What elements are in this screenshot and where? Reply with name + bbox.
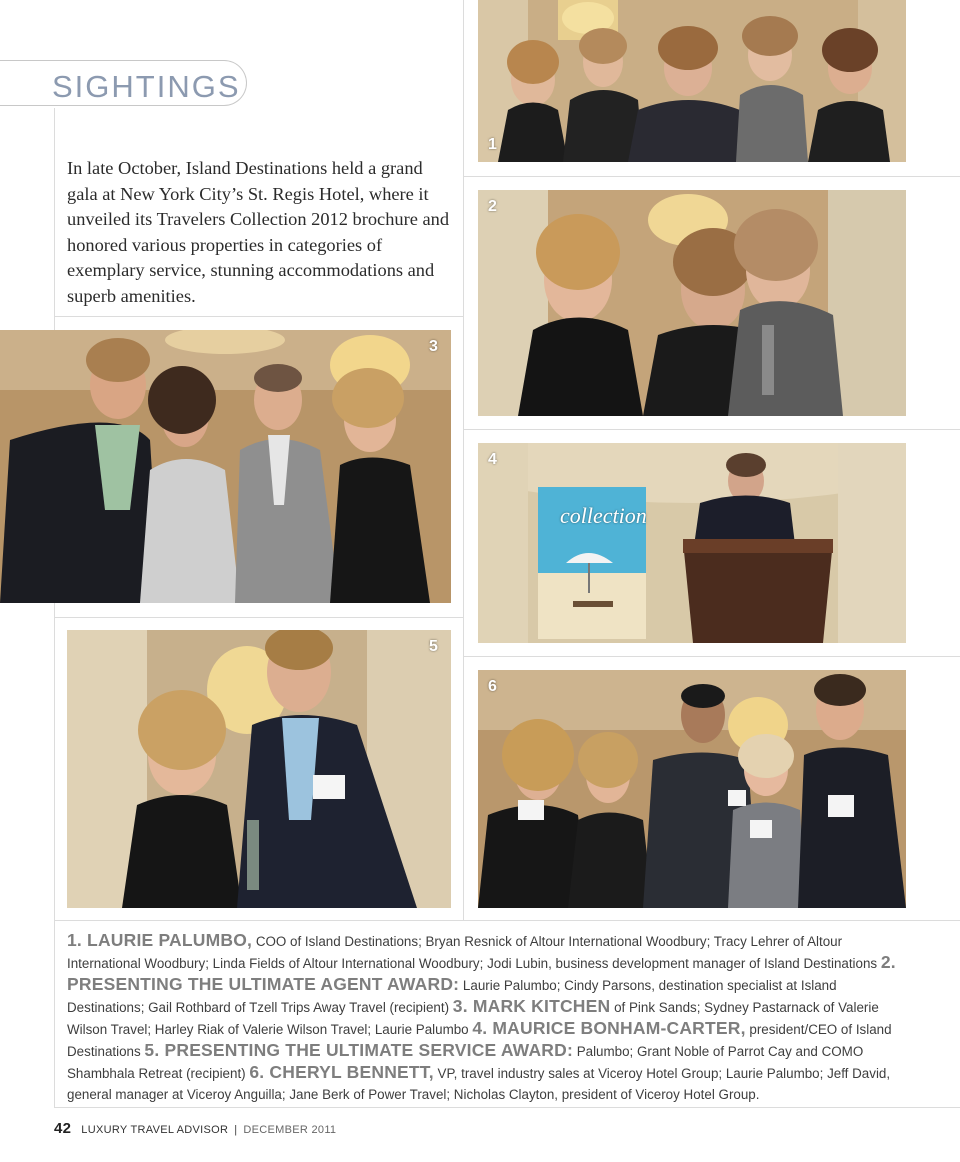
issue-date: DECEMBER 2011: [243, 1124, 337, 1136]
caption-text: COO of Island Destinations; Bryan Resnick of Altour International Woodbury; Tracy Lehrer of Altour International Woodbury; Linda Fields of Altour International Woodbury; Jodi Lubin, business development manager of Island Destinations: [67, 934, 881, 971]
publication-name: LUXURY TRAVEL ADVISOR: [81, 1124, 229, 1136]
grid-line: [463, 656, 960, 657]
photo-number: 4: [488, 451, 497, 468]
caption-text: of Pink Sands; Sydney Pastarnack of Valerie Wilson Travel; Harley Riak of Valerie Wilson Travel; Laurie Palumbo: [67, 1000, 879, 1037]
photo-captions: [67, 930, 909, 1105]
grid-line: [54, 617, 463, 618]
grid-line: [54, 108, 55, 1108]
footer-separator: |: [234, 1124, 238, 1136]
caption-heading: 1. LAURIE PALUMBO,: [67, 930, 253, 950]
caption-text: Laurie Palumbo; Cindy Parsons, destination specialist at Island Destinations; Gail Rothbard of Tzell Trips Away Travel (recipient): [67, 978, 837, 1015]
photo-1: [478, 0, 906, 162]
photo-number: 5: [429, 638, 438, 655]
caption-heading: 4. MAURICE BONHAM-CARTER,: [472, 1018, 746, 1038]
photo-5: [67, 630, 451, 908]
photo-3: [0, 330, 451, 603]
caption-heading: 3. MARK KITCHEN: [452, 996, 611, 1016]
grid-line: [463, 0, 464, 920]
grid-line: [54, 316, 463, 317]
grid-line: [463, 429, 960, 430]
intro-paragraph: In late October, Island Destinations held a grand gala at New York City’s St. Regis Hotel, where it unveiled its Travelers Collection 2012 brochure and honored various properties in categories of exemplary service, stunning accommodations and superb amenities.: [67, 158, 450, 306]
brochure-cover-text: collection: [560, 503, 647, 528]
caption-heading: 2. PRESENTING THE ULTIMATE AGENT AWARD:: [67, 952, 896, 994]
photo-6: [478, 670, 906, 908]
photo-number: 2: [488, 198, 497, 215]
caption-text: VP, travel industry sales at Viceroy Hotel Group; Laurie Palumbo; Jeff David, general manager at Viceroy Anguilla; Jane Berk of Power Travel; Nicholas Clayton, president of Viceroy Hotel Group.: [67, 1066, 891, 1102]
grid-line: [54, 1107, 960, 1108]
page-number: 42: [54, 1120, 72, 1137]
grid-line: [54, 920, 960, 921]
section-tag: [0, 60, 247, 106]
caption-text: president/CEO of Island Destinations: [67, 1022, 892, 1059]
photo-number: 6: [488, 678, 497, 695]
photo-number: 3: [429, 338, 438, 355]
grid-line: [463, 176, 960, 177]
photo-2: [478, 190, 906, 416]
caption-heading: 5. PRESENTING THE ULTIMATE SERVICE AWARD:: [144, 1040, 573, 1060]
caption-heading: 6. CHERYL BENNETT,: [249, 1062, 434, 1082]
photo-4: [478, 443, 906, 643]
photo-number: 1: [488, 136, 497, 153]
section-title: SIGHTINGS: [52, 69, 241, 104]
caption-text: Palumbo; Grant Noble of Parrot Cay and COMO Shambhala Retreat (recipient): [67, 1044, 864, 1081]
page-footer: [54, 1120, 336, 1137]
